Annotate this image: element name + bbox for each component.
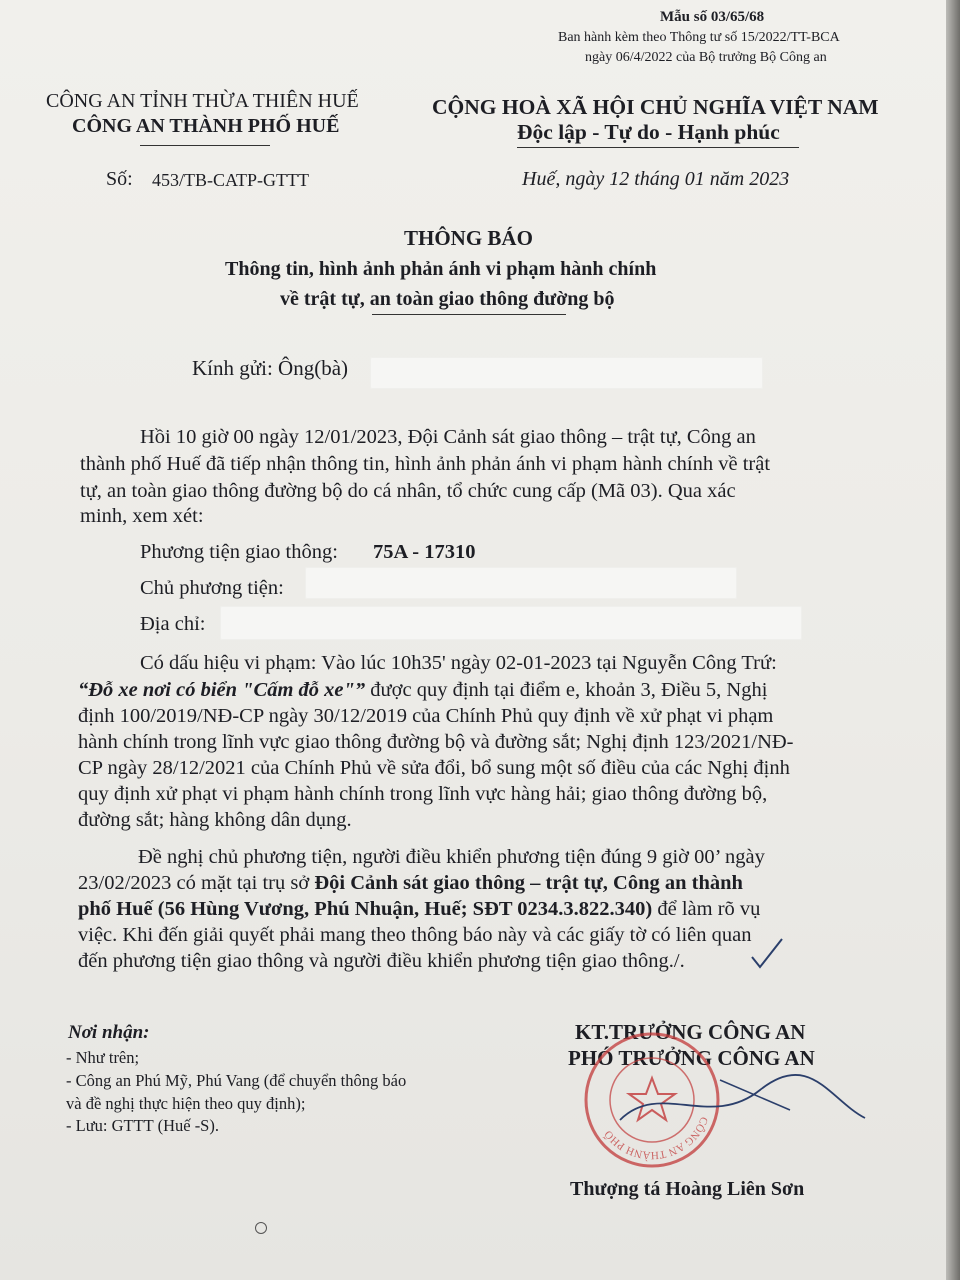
recipient-1: - Như trên; xyxy=(66,1048,140,1067)
owner-label: Chủ phương tiện: xyxy=(140,577,284,599)
request-line-5: đến phương tiện giao thông và người điều khiển phương tiện giao thông./. xyxy=(78,950,685,972)
motto-underline xyxy=(517,147,799,148)
issuer-underline xyxy=(140,145,270,146)
doc-number-label: Số: xyxy=(106,168,133,190)
violation-line-2-rest: được quy định tại điểm e, khoản 3, Điều 5, Nghị xyxy=(370,679,768,701)
recipient-2a: - Công an Phú Mỹ, Phú Vang (để chuyển thông báo xyxy=(66,1071,407,1090)
doc-number: 453/TB-CATP-GTTT xyxy=(152,170,309,190)
request-line-2a: 23/02/2023 có mặt tại trụ sở xyxy=(78,872,310,894)
page-edge xyxy=(946,0,960,1280)
recipient-3: - Lưu: GTTT (Huế -S). xyxy=(66,1116,219,1135)
violation-line-1: Có dấu hiệu vi phạm: Vào lúc 10h35' ngày 02-01-2023 tại Nguyễn Công Trứ: xyxy=(140,652,777,674)
recipient-2b: và đề nghị thực hiện theo quy định); xyxy=(66,1094,306,1113)
signature-stroke xyxy=(600,1060,870,1140)
violation-line-3: định 100/2019/NĐ-CP ngày 30/12/2019 của Chính Phủ quy định về xử phạt vi phạm xyxy=(78,705,774,727)
request-unit-address: phố Huế (56 Hùng Vương, Phú Nhuận, Huế; SĐT 0234.3.822.340) xyxy=(78,898,653,920)
violation-line-7: đường sắt; hàng không dân dụng. xyxy=(78,809,352,831)
seal-text: CÔNG AN THÀNH PHỐ xyxy=(602,1114,710,1162)
doc-subtitle-1: Thông tin, hình ảnh phản ánh vi phạm hành chính xyxy=(225,258,657,280)
vehicle-plate: 75A - 17310 xyxy=(373,541,476,563)
addressee-label: Kính gửi: Ông(bà) xyxy=(192,356,349,380)
nation-motto: Độc lập - Tự do - Hạnh phúc xyxy=(517,120,780,144)
title-underline xyxy=(372,314,566,315)
nation-name: CỘNG HOÀ XÃ HỘI CHỦ NGHĨA VIỆT NAM xyxy=(432,95,879,119)
violation-line-6: quy định xử phạt vi phạm hành chính trong lĩnh vực hàng hải; giao thông đường bộ, xyxy=(78,783,768,805)
form-ref-line1: Ban hành kèm theo Thông tư số 15/2022/TT-BCA xyxy=(558,30,840,45)
doc-title: THÔNG BÁO xyxy=(404,226,533,250)
signer-role-1: KT.TRƯỞNG CÔNG AN xyxy=(575,1020,806,1044)
request-unit: Đội Cảnh sát giao thông – trật tự, Công an thành xyxy=(314,872,743,894)
request-line-1: Đề nghị chủ phương tiện, người điều khiển phương tiện đúng 9 giờ 00’ ngày xyxy=(138,846,765,868)
vehicle-label: Phương tiện giao thông: xyxy=(140,541,338,563)
form-code: Mẫu số 03/65/68 xyxy=(660,9,765,25)
signer-role-2: PHÓ TRƯỞNG CÔNG AN xyxy=(568,1046,815,1070)
violation-line-4: hành chính trong lĩnh vực giao thông đường bộ và đường sắt; Nghị định 123/2021/NĐ- xyxy=(78,731,794,753)
issuer-parent: CÔNG AN TỈNH THỪA THIÊN HUẾ xyxy=(46,90,359,112)
checkmark-icon xyxy=(748,935,788,973)
violation-line-2 xyxy=(78,679,767,702)
intro-line-4: minh, xem xét: xyxy=(80,505,204,527)
paper-mark xyxy=(255,1222,267,1234)
form-ref-line2: ngày 06/4/2022 của Bộ trưởng Bộ Công an xyxy=(585,50,827,65)
violation-line-5: CP ngày 28/12/2021 của Chính Phủ về sửa đổi, bổ sung một số điều của các Nghị định xyxy=(78,757,790,779)
request-line-3 xyxy=(78,898,760,921)
signer-name: Thượng tá Hoàng Liên Sơn xyxy=(570,1178,805,1200)
redacted-owner xyxy=(305,567,737,599)
request-line-2 xyxy=(78,872,743,895)
intro-line-1: Hồi 10 giờ 00 ngày 12/01/2023, Đội Cảnh sát giao thông – trật tự, Công an xyxy=(140,426,756,448)
issuer-unit: CÔNG AN THÀNH PHỐ HUẾ xyxy=(72,115,340,137)
request-line-4: việc. Khi đến giải quyết phải mang theo thông báo này và các giấy tờ có liên quan xyxy=(78,924,752,946)
address-label: Địa chỉ: xyxy=(140,613,206,635)
intro-line-3: tự, an toàn giao thông đường bộ do cá nhân, tổ chức cung cấp (Mã 03). Qua xác xyxy=(80,480,736,502)
request-line-3c: để làm rõ vụ xyxy=(657,898,761,920)
redacted-address xyxy=(220,606,802,640)
intro-line-2: thành phố Huế đã tiếp nhận thông tin, hình ảnh phản ánh vi phạm hành chính về trật xyxy=(80,453,771,475)
recipients-title: Nơi nhận: xyxy=(68,1022,150,1043)
violation-offense: “Đỗ xe nơi có biển "Cấm đỗ xe"” xyxy=(78,679,366,701)
place-date: Huế, ngày 12 tháng 01 năm 2023 xyxy=(522,168,790,190)
redacted-addressee xyxy=(370,357,763,389)
doc-subtitle-2: về trật tự, an toàn giao thông đường bộ xyxy=(280,288,615,310)
